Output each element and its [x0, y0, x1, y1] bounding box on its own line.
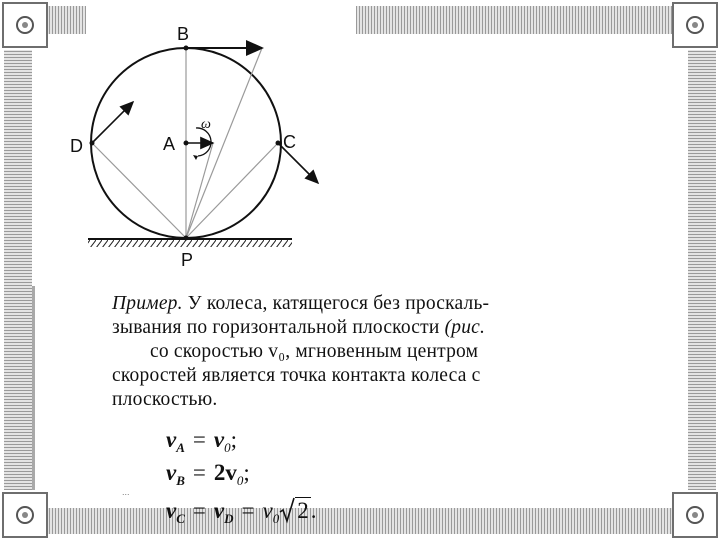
paragraph-line-1 — [112, 292, 620, 316]
label-c: C — [283, 132, 296, 152]
label-a: A — [163, 134, 176, 154]
line-pd — [92, 143, 186, 238]
label-b: B — [177, 24, 190, 44]
point-c — [276, 141, 281, 146]
equation-vc-vd: $v_C = v_D = v_0$ 2. — [166, 499, 316, 522]
equation-va: $v_A = v_0$; — [166, 427, 237, 455]
omega-arrowhead — [193, 155, 198, 160]
label-d: D — [70, 136, 83, 156]
point-a — [184, 141, 189, 146]
body-line-3: со скоростью v₀, мгновенным центром — [150, 341, 479, 362]
body-line-5: плоскостью. — [112, 389, 218, 410]
figure-reference: (рис. — [444, 317, 486, 338]
body-line-2: зывания по горизонтальной плоскости — [112, 317, 445, 338]
radical-sign-icon — [279, 495, 295, 525]
label-p: P — [181, 250, 194, 270]
example-lead: Пример. — [112, 293, 183, 314]
body-line-4: скоростей является точка контакта колеса с — [112, 365, 481, 386]
example-paragraph — [112, 292, 620, 412]
body-line-1: У колеса, катящегося без проскаль- — [182, 293, 490, 314]
omega-label: ω — [201, 117, 211, 132]
point-b — [184, 46, 189, 51]
point-d — [90, 141, 95, 146]
point-p — [184, 236, 189, 241]
square-root: 2 — [279, 499, 311, 522]
equation-vb: $v_B = 2v_0$; — [166, 460, 250, 488]
omega-arc — [196, 128, 211, 156]
stray-mark: ... — [122, 487, 130, 497]
paragraph-line-2 — [112, 316, 620, 340]
ground-hatching — [88, 240, 292, 247]
